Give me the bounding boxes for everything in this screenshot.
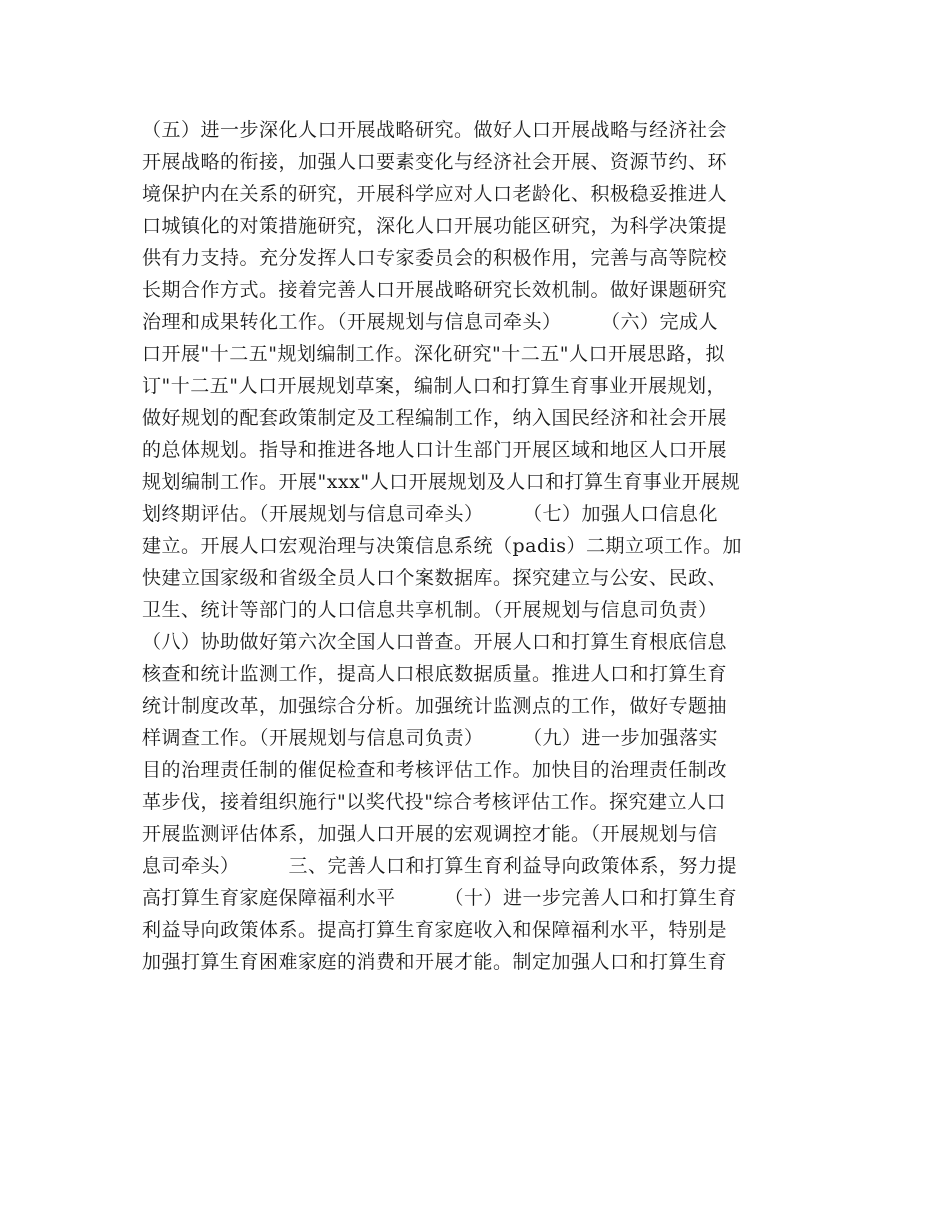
text-line: 治理和成果转化工作。（开展规划与信息司牵头） （六）完成人 (142, 311, 719, 333)
text-line: 卫生、统计等部门的人口信息共享机制。（开展规划与信息司负责） (142, 599, 718, 621)
text-line: （八）协助做好第六次全国人口普查。开展人口和打算生育根底信息 (142, 631, 728, 653)
body-text (142, 114, 822, 978)
text-line: 口开展"十二五"规划编制工作。深化研究"十二五"人口开展思路，拟 (142, 343, 725, 365)
text-line: 目的治理责任制的催促检查和考核评估工作。加快目的治理责任制改 (142, 759, 728, 781)
text-line: 息司牵头） 三、完善人口和打算生育利益导向政策体系，努力提 (142, 855, 738, 877)
text-line: 开展监测评估体系，加强人口开展的宏观调控才能。（开展规划与信 (142, 823, 718, 845)
text-line: 境保护内在关系的研究，开展科学应对人口老龄化、积极稳妥推进人 (142, 183, 728, 205)
text-line: 核查和统计监测工作，提高人口根底数据质量。推进人口和打算生育 (142, 663, 728, 685)
text-line: 统计制度改革，加强综合分析。加强统计监测点的工作，做好专题抽 (142, 695, 728, 717)
text-line: 高打算生育家庭保障福利水平 （十）进一步完善人口和打算生育 (142, 887, 738, 909)
text-line: 利益导向政策体系。提高打算生育家庭收入和保障福利水平，特别是 (142, 919, 728, 941)
text-line: 长期合作方式。接着完善人口开展战略研究长效机制。做好课题研究 (142, 279, 728, 301)
text-line: 革步伐，接着组织施行"以奖代投"综合考核评估工作。探究建立人口 (142, 791, 726, 813)
text-line: 划终期评估。（开展规划与信息司牵头） （七）加强人口信息化 (142, 503, 719, 525)
text-line: 订"十二五"人口开展规划草案，编制人口和打算生育事业开展规划， (142, 375, 726, 397)
text-line: （五）进一步深化人口开展战略研究。做好人口开展战略与经济社会 (142, 119, 728, 141)
text-line: 加强打算生育困难家庭的消费和开展才能。制定加强人口和打算生育 (142, 951, 728, 973)
text-line: 的总体规划。指导和推进各地人口计生部门开展区域和地区人口开展 (142, 439, 728, 461)
text-line: 口城镇化的对策措施研究，深化人口开展功能区研究，为科学决策提 (142, 215, 728, 237)
text-line: 样调查工作。（开展规划与信息司负责） （九）进一步加强落实 (142, 727, 719, 749)
text-line: 规划编制工作。开展"xxx"人口开展规划及人口和打算生育事业开展规 (142, 471, 741, 493)
text-line: 快建立国家级和省级全员人口个案数据库。探究建立与公安、民政、 (142, 567, 728, 589)
text-line: 开展战略的衔接，加强人口要素变化与经济社会开展、资源节约、环 (142, 151, 728, 173)
text-line: 供有力支持。充分发挥人口专家委员会的积极作用，完善与高等院校 (142, 247, 728, 269)
text-line: 做好规划的配套政策制定及工程编制工作，纳入国民经济和社会开展 (142, 407, 728, 429)
text-line: 建立。开展人口宏观治理与决策信息系统（padis）二期立项工作。加 (142, 535, 742, 557)
